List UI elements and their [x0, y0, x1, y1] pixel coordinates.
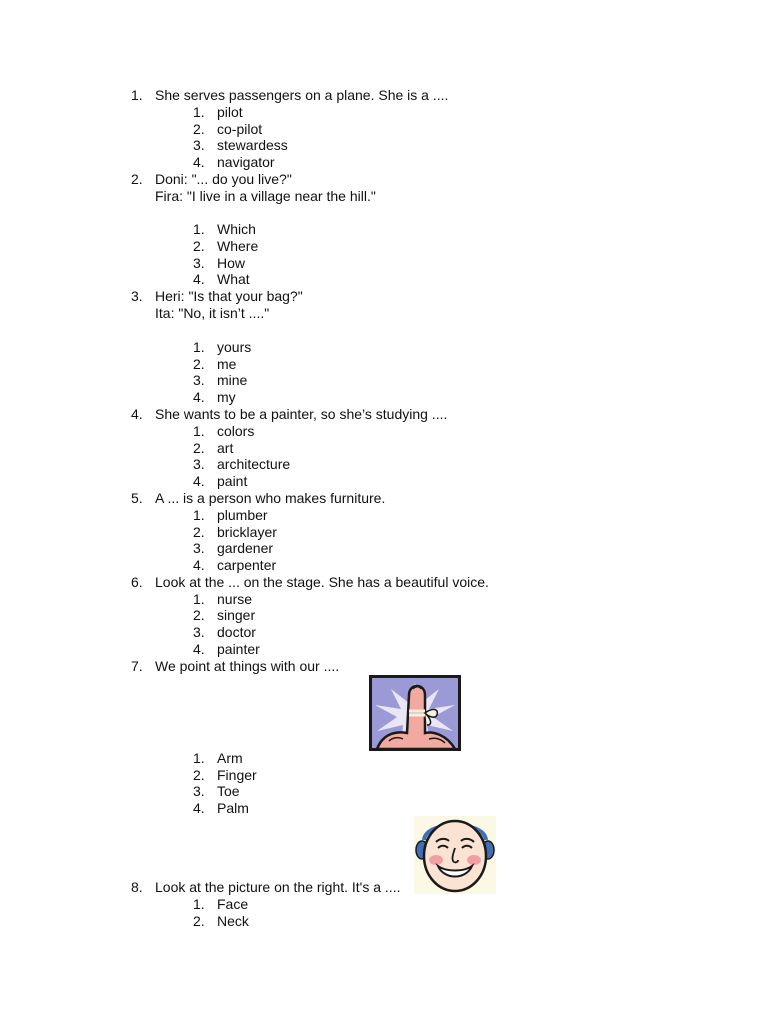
- question-text: She serves passengers on a plane. She is a ....: [155, 87, 449, 103]
- question-number: 1.: [131, 87, 143, 103]
- option-number: 3.: [193, 137, 205, 153]
- question-text: Doni: "... do you live?": [155, 171, 292, 187]
- option-text: carpenter: [217, 557, 277, 573]
- question-number: 6.: [131, 574, 143, 590]
- option-number: 4.: [193, 557, 205, 573]
- finger-with-string-icon: [369, 675, 461, 751]
- option-number: 4.: [193, 473, 205, 489]
- option-text: colors: [217, 423, 255, 439]
- option-text: plumber: [217, 507, 268, 523]
- option-number: 4.: [193, 271, 205, 287]
- option-number: 1.: [193, 750, 205, 766]
- option-text: Toe: [217, 783, 240, 799]
- option-text: co-pilot: [217, 121, 263, 137]
- option-text: bricklayer: [217, 524, 277, 540]
- option-number: 1.: [193, 339, 205, 355]
- question-text: Look at the ... on the stage. She has a beautiful voice.: [155, 574, 489, 590]
- option-text: stewardess: [217, 137, 288, 153]
- option-text: Face: [217, 896, 249, 912]
- option-text: What: [217, 271, 250, 287]
- option-number: 2.: [193, 238, 205, 254]
- question-text: We point at things with our ....: [155, 658, 340, 674]
- option-text: Finger: [217, 767, 257, 783]
- option-number: 4.: [193, 800, 205, 816]
- option-number: 4.: [193, 389, 205, 405]
- option-number: 2.: [193, 121, 205, 137]
- question-number: 7.: [131, 658, 143, 674]
- option-text: art: [217, 440, 234, 456]
- option-text: me: [217, 356, 237, 372]
- option-number: 2.: [193, 440, 205, 456]
- option-number: 2.: [193, 524, 205, 540]
- question-number: 2.: [131, 171, 143, 187]
- option-number: 2.: [193, 913, 205, 929]
- option-number: 3.: [193, 624, 205, 640]
- option-number: 2.: [193, 607, 205, 623]
- option-number: 3.: [193, 783, 205, 799]
- option-number: 3.: [193, 456, 205, 472]
- question-number: 5.: [131, 490, 143, 506]
- option-text: architecture: [217, 456, 291, 472]
- question-text: Fira: "I live in a village near the hill.": [155, 188, 376, 204]
- option-text: Arm: [217, 750, 243, 766]
- option-number: 1.: [193, 591, 205, 607]
- option-text: gardener: [217, 540, 274, 556]
- option-number: 4.: [193, 641, 205, 657]
- option-number: 1.: [193, 104, 205, 120]
- option-number: 1.: [193, 221, 205, 237]
- option-text: nurse: [217, 591, 253, 607]
- question-text: Heri: "Is that your bag?": [155, 288, 303, 304]
- question-number: 8.: [131, 879, 143, 895]
- option-text: Where: [217, 238, 259, 254]
- option-text: paint: [217, 473, 248, 489]
- question-text: Look at the picture on the right. It's a ....: [155, 879, 401, 895]
- option-number: 4.: [193, 154, 205, 170]
- option-text: doctor: [217, 624, 256, 640]
- option-text: painter: [217, 641, 260, 657]
- option-text: my: [217, 389, 236, 405]
- option-number: 2.: [193, 356, 205, 372]
- option-number: 3.: [193, 540, 205, 556]
- option-text: singer: [217, 607, 256, 623]
- option-number: 3.: [193, 255, 205, 271]
- question-number: 3.: [131, 288, 143, 304]
- option-text: Neck: [217, 913, 249, 929]
- option-number: 1.: [193, 507, 205, 523]
- smiling-face-icon: [414, 816, 496, 894]
- option-text: navigator: [217, 154, 275, 170]
- question-text: A ... is a person who makes furniture.: [155, 490, 386, 506]
- option-text: mine: [217, 372, 248, 388]
- question-text: Ita: "No, it isn’t ....": [155, 305, 270, 321]
- option-text: pilot: [217, 104, 243, 120]
- question-number: 4.: [131, 406, 143, 422]
- option-text: yours: [217, 339, 252, 355]
- option-number: 2.: [193, 767, 205, 783]
- option-text: Palm: [217, 800, 249, 816]
- option-text: Which: [217, 221, 256, 237]
- question-text: She wants to be a painter, so she’s studying ....: [155, 406, 448, 422]
- option-number: 1.: [193, 896, 205, 912]
- option-number: 1.: [193, 423, 205, 439]
- option-text: How: [217, 255, 246, 271]
- option-number: 3.: [193, 372, 205, 388]
